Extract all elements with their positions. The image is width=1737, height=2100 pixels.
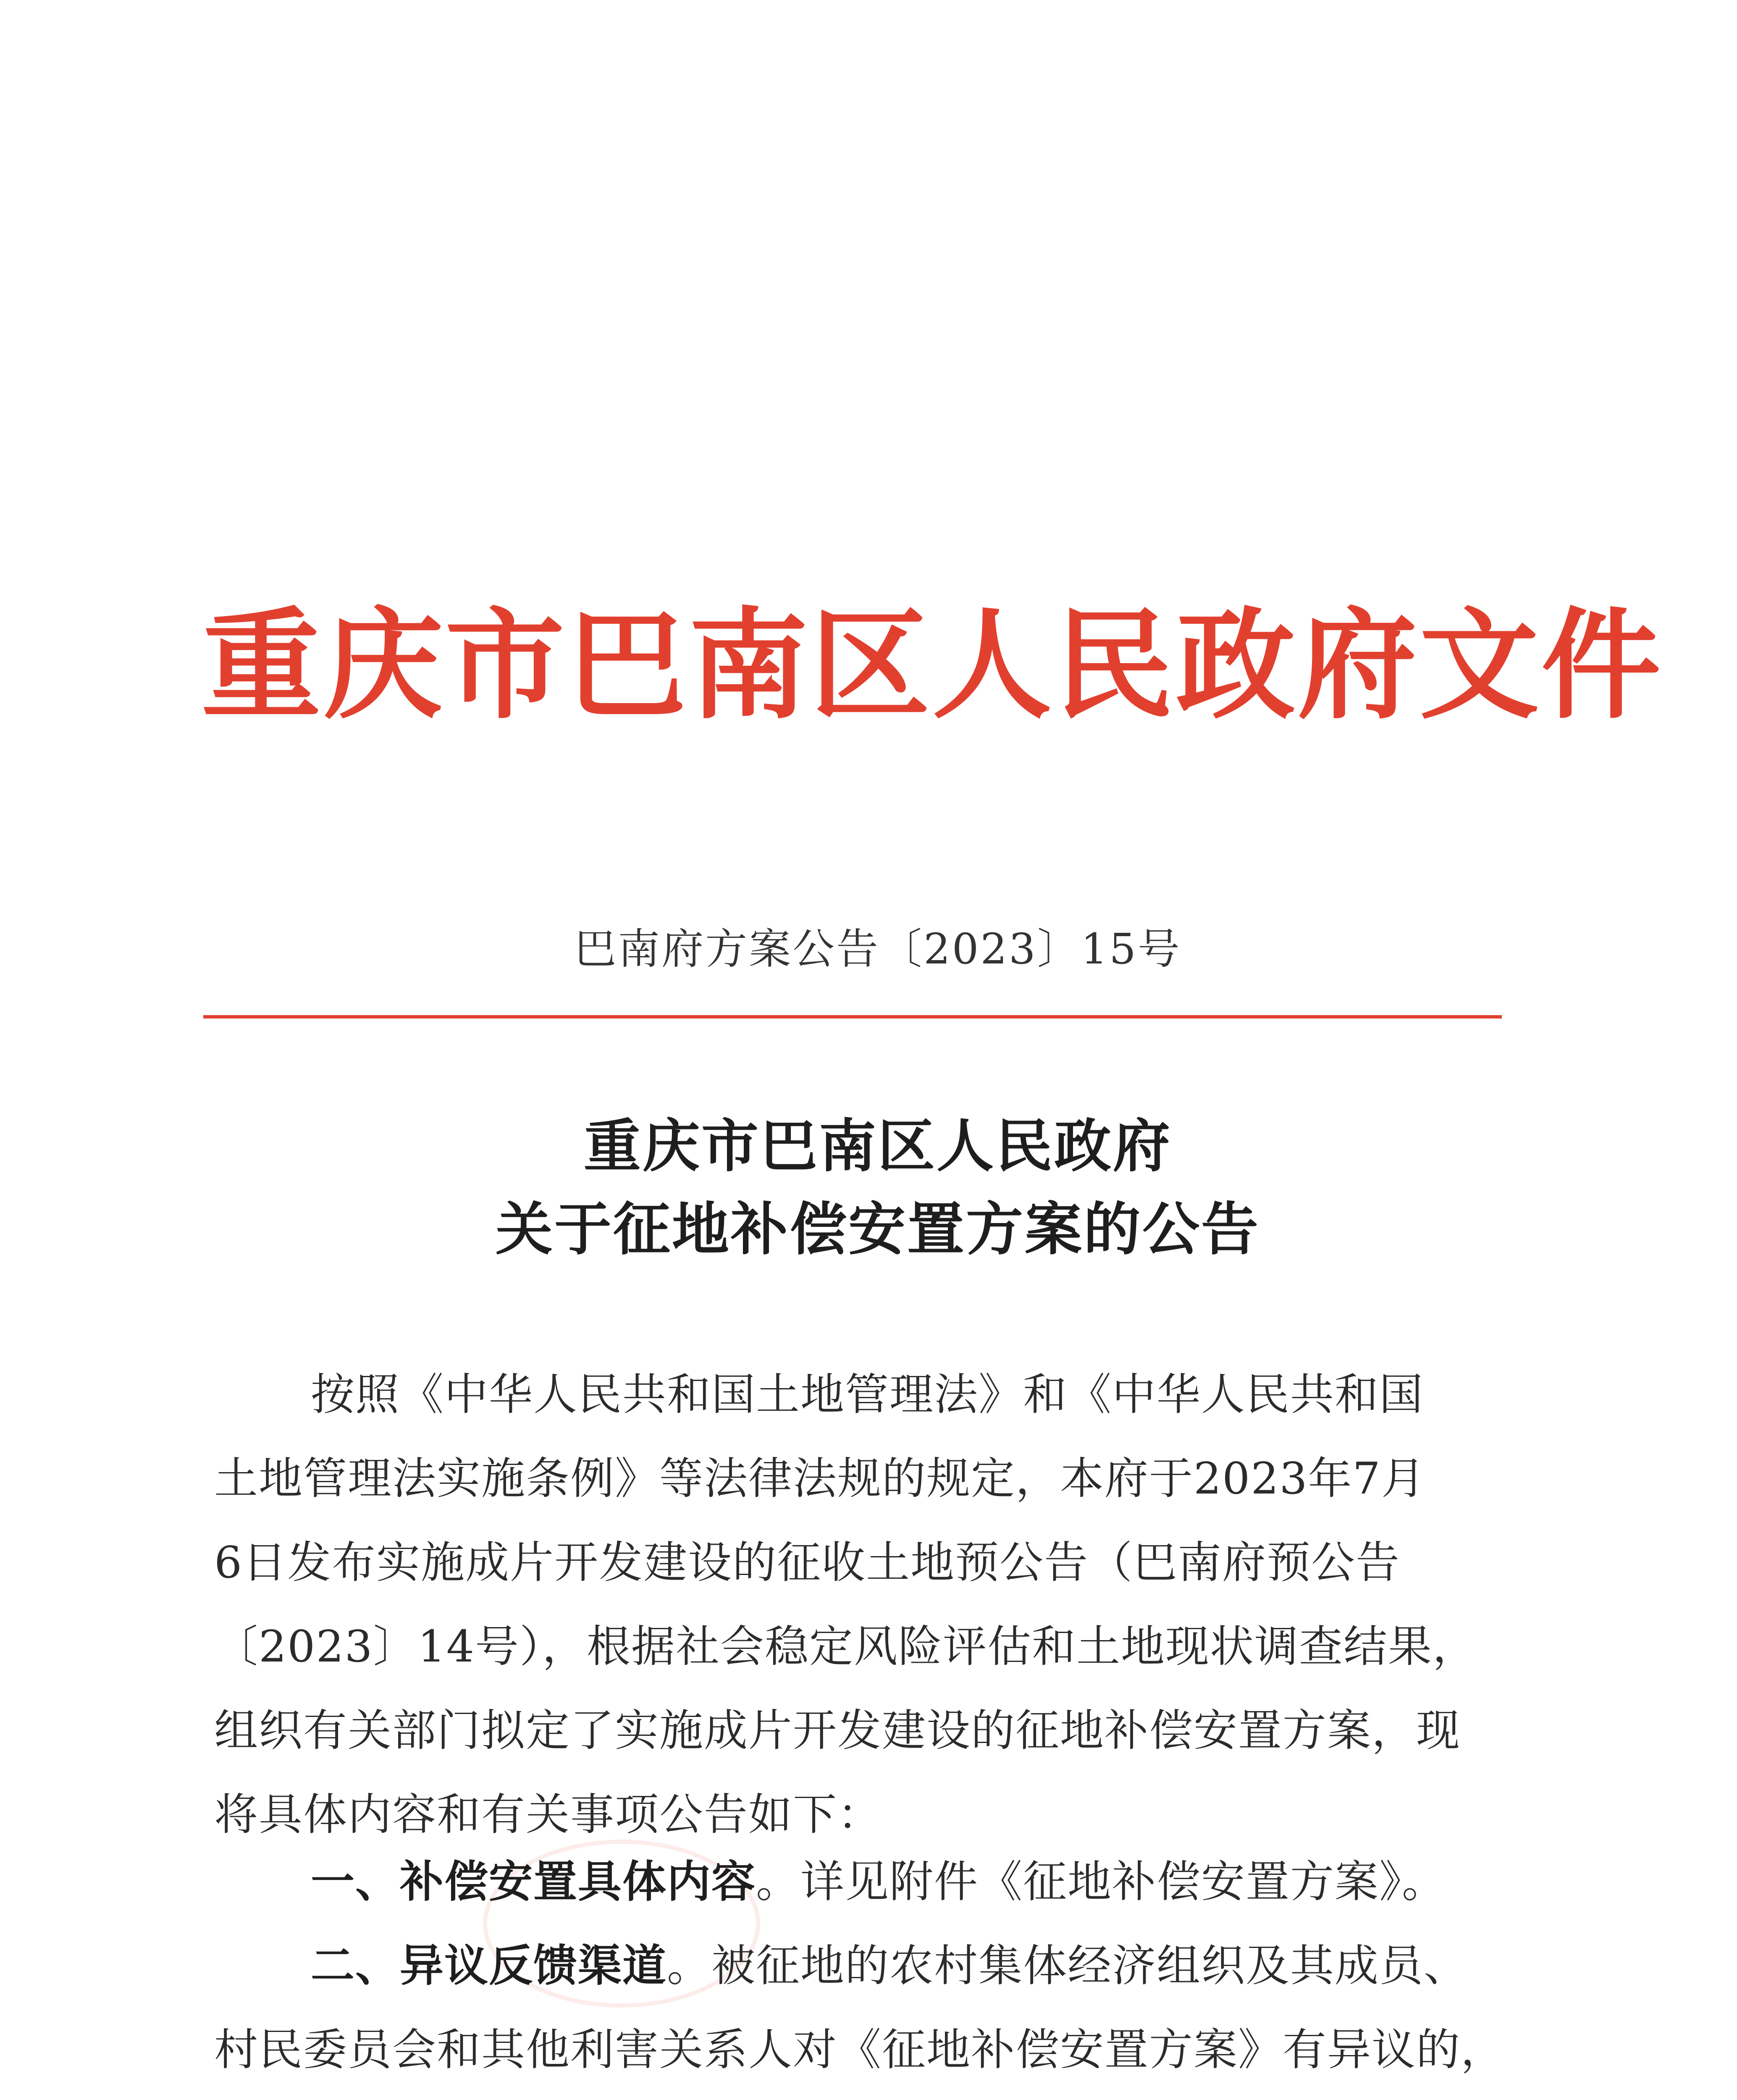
intro-line: 土地管理法实施条例》等法律法规的规定，本府于2023年7月 — [214, 1453, 1426, 1504]
section-2-line: 村民委员会和其他利害关系人对《征地补偿安置方案》有异议的， — [214, 2024, 1506, 2075]
section-1-text: 。详见附件《征地补偿安置方案》。 — [756, 1856, 1447, 1907]
section-2-text: 。被征地的农村集体经济组织及其成员、 — [667, 1940, 1469, 1991]
section-2-paragraph — [214, 1924, 1508, 2100]
intro-line: 〔2023〕14号），根据社会稳定风险评估和土地现状调查结果， — [214, 1621, 1477, 1672]
document-number: 巴南府方案公告〔2023〕15号 — [574, 924, 1181, 974]
section-1-paragraph — [214, 1840, 1508, 1924]
document-title-line-2: 关于征地补偿安置方案的公告 — [496, 1197, 1260, 1263]
section-2-line — [214, 2092, 1508, 2100]
section-2-line — [214, 1924, 1508, 2008]
section-1-line — [214, 1840, 1508, 1924]
section-1-heading: 一、补偿安置具体内容 — [311, 1856, 756, 1907]
section-2-heading: 二、异议反馈渠道 — [311, 1940, 667, 1991]
intro-paragraph — [214, 1352, 1508, 1856]
document-masthead: 重庆市巴南区人民政府文件 — [202, 596, 1663, 735]
red-divider-rule — [203, 1015, 1502, 1018]
intro-line: 组织有关部门拟定了实施成片开发建设的征地补偿安置方案，现 — [214, 1705, 1461, 1756]
intro-line: 按照《中华人民共和国土地管理法》和《中华人民共和国 — [311, 1369, 1424, 1420]
intro-line: 6日发布实施成片开发建设的征收土地预公告（巴南府预公告 — [214, 1537, 1401, 1588]
document-title-line-1: 重庆市巴南区人民政府 — [584, 1113, 1172, 1180]
intro-line: 将具体内容和有关事项公告如下： — [214, 1789, 882, 1840]
